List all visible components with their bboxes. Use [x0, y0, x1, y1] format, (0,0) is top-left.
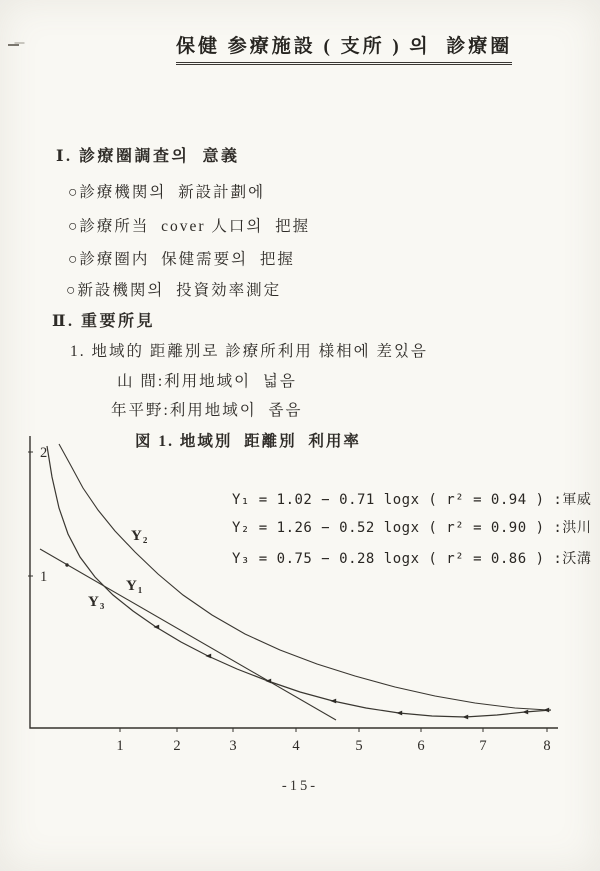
- curve-y2: [59, 444, 548, 710]
- curve-y1: [47, 446, 551, 717]
- x-tick-label: 6: [417, 738, 425, 754]
- figure-caption: 図 1. 地域別 距離別 利用率: [135, 433, 361, 450]
- x-tick-label: 2: [173, 738, 181, 754]
- bullet-new-plan: ○診療機関의 新設計劃에: [68, 184, 266, 201]
- page-title: 保健 参療施設 ( 支所 ) 의 診療圈: [176, 31, 512, 65]
- bullet-cover-population: ○診療所当 cover 人口의 把握: [68, 218, 311, 235]
- data-marker-y1: [543, 708, 549, 713]
- data-marker-y1: [396, 711, 402, 716]
- equation-y3: Y₃ = 0.75 − 0.28 logx ( r² = 0.86 ) :沃溝: [232, 551, 592, 567]
- section-1-heading: Ⅰ. 診療圈調査의 意義: [56, 148, 240, 165]
- x-tick-label: 1: [116, 738, 124, 754]
- data-marker-y1: [522, 710, 528, 715]
- page-number: -15-: [281, 778, 319, 794]
- curve-label-y2: Y₂: [131, 528, 149, 544]
- x-tick-label: 4: [292, 738, 300, 754]
- chart-generated-layer: [28, 436, 558, 754]
- x-tick-label: 7: [479, 738, 487, 754]
- curve-label-y1: Y₁: [126, 578, 144, 594]
- y-axis-label-1: 1: [40, 569, 48, 585]
- y-axis-label-2: 2: [40, 445, 48, 461]
- curve-label-y3: Y₃: [88, 594, 106, 610]
- section-2-heading: Ⅱ. 重要所見: [52, 313, 155, 330]
- equation-y1: Y₁ = 1.02 − 0.71 logx ( r² = 0.94 ) :軍威: [232, 492, 592, 508]
- x-tick-label: 8: [543, 738, 551, 754]
- data-marker-y1: [205, 654, 211, 659]
- finding-mountain: 山 間:利用地域이 넓음: [117, 373, 297, 390]
- bullet-health-demand: ○診療圈内 保健需要의 把握: [68, 251, 295, 268]
- data-marker-y1: [462, 715, 468, 720]
- x-tick-label: 5: [355, 738, 363, 754]
- chart-axes: [30, 436, 558, 728]
- curve-y3: [40, 549, 336, 720]
- bullet-investment-efficiency: ○新設機関의 投資効率測定: [66, 282, 282, 299]
- data-marker-y3: [65, 563, 68, 566]
- x-tick-label: 3: [229, 738, 237, 754]
- equation-y2: Y₂ = 1.26 − 0.52 logx ( r² = 0.90 ) :洪川: [232, 520, 592, 536]
- data-marker-y1: [330, 699, 336, 704]
- finding-item-1: 1. 地域的 距離別로 診療所利用 様相에 差있음: [70, 343, 428, 360]
- finding-plain: 年平野:利用地域이 좁음: [111, 402, 303, 419]
